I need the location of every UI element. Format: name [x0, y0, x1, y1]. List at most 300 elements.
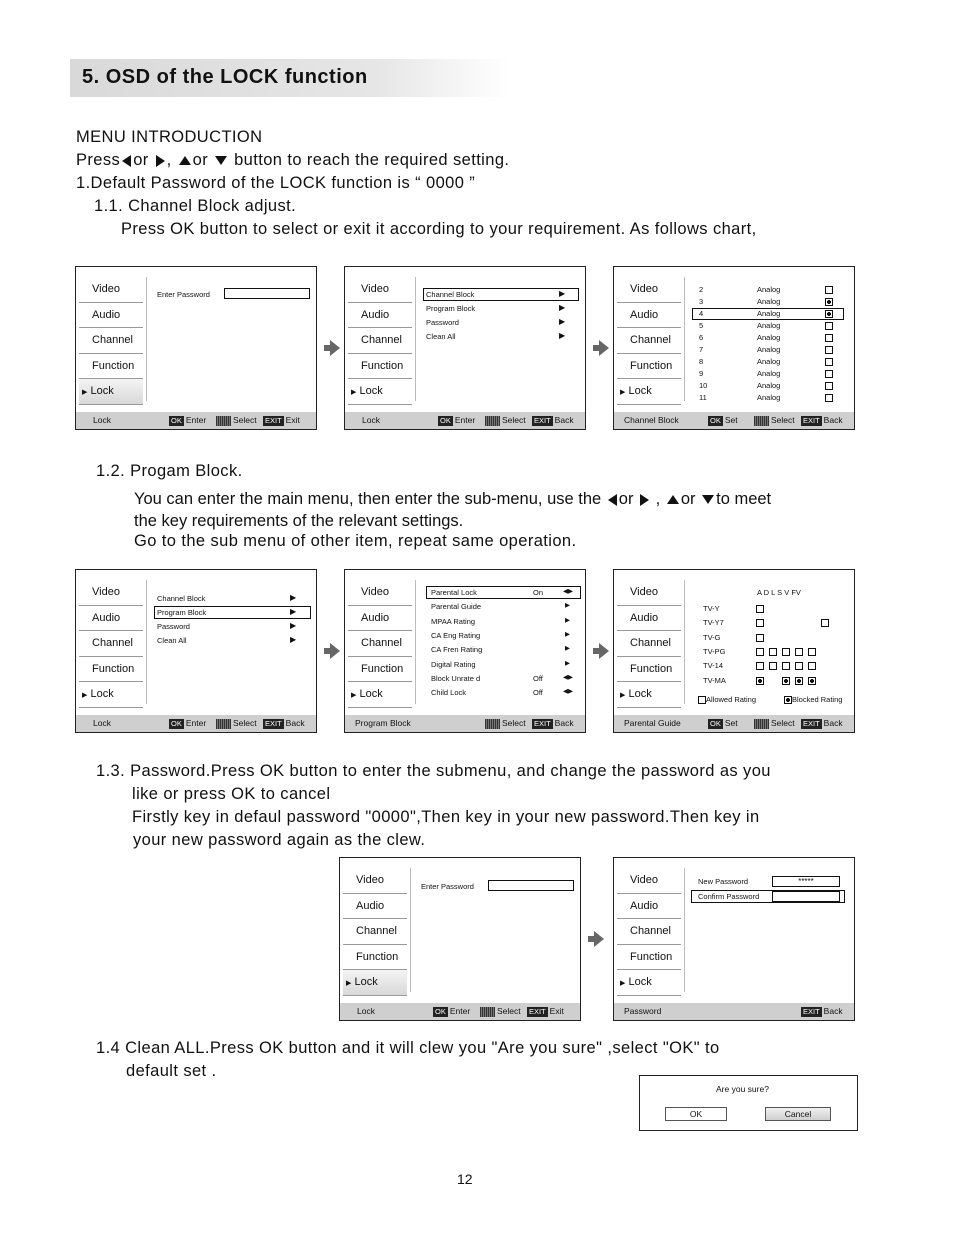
menu-item-channel[interactable]: Channel: [348, 328, 412, 354]
menu-item-video[interactable]: Video: [79, 277, 143, 303]
menu-item-lock[interactable]: [79, 682, 143, 708]
channel-type: Analog: [757, 345, 781, 354]
osd-menu: [617, 580, 681, 708]
osd-menu: [617, 277, 681, 405]
menu-item-lock[interactable]: [617, 682, 681, 708]
checkbox-empty-icon[interactable]: [825, 370, 833, 378]
parental-item-label[interactable]: Child Lock: [431, 688, 467, 698]
flow-arrow-icon: [330, 643, 340, 659]
checkbox-empty-icon[interactable]: [825, 322, 833, 330]
hint-back: Back: [554, 718, 574, 728]
hint-select: Select: [771, 718, 795, 728]
menu-item-audio[interactable]: Audio: [617, 894, 681, 920]
back-hint: [801, 1003, 843, 1020]
play-icon: ▶: [351, 692, 357, 700]
menu-item-video[interactable]: Video: [348, 277, 412, 303]
allowed-label: Allowed Rating: [706, 695, 757, 704]
channel-number: 6: [699, 333, 704, 342]
ch-vol-key-icon: [216, 416, 231, 426]
divider: [684, 580, 685, 704]
osd-footer: [614, 715, 854, 732]
ok-hint: [169, 412, 206, 429]
checkbox-empty-icon: [698, 696, 706, 704]
hint-select: Select: [233, 415, 257, 425]
rating-label: TV-PG: [703, 646, 726, 656]
checkbox-empty-icon[interactable]: [769, 648, 777, 656]
checkbox-empty-icon[interactable]: [825, 382, 833, 390]
osd-footer: [345, 715, 585, 732]
select-hint: [754, 715, 795, 732]
back-hint: [532, 715, 574, 732]
ch-vol-key-icon: [754, 719, 769, 729]
up-arrow-icon: [179, 156, 191, 165]
channel-type: Analog: [757, 309, 781, 318]
s13-line3: Firstly key in defaul password "0000",Then key in your new password.Then key in: [132, 808, 760, 826]
parental-item-label[interactable]: Block Unrate d: [431, 673, 481, 683]
menu-item-audio[interactable]: Audio: [79, 303, 143, 329]
lock-label: Lock: [628, 688, 652, 701]
menu-item-lock[interactable]: [348, 682, 412, 708]
right-arrow-icon: [640, 494, 649, 506]
osd-channel-block: [613, 266, 855, 430]
menu-item-video[interactable]: Video: [617, 868, 681, 894]
back-hint: [532, 412, 574, 429]
default-password-text: 1.Default Password of the LOCK function is “ 0000 ”: [76, 174, 476, 192]
osd-menu: [348, 580, 412, 708]
osd-footer: [76, 715, 316, 732]
menu-item-video[interactable]: Video: [617, 277, 681, 303]
checkbox-empty-icon[interactable]: [782, 648, 790, 656]
osd-parental-guide: [613, 569, 855, 733]
s14-line2: default set .: [126, 1062, 217, 1080]
osd-lock-submenu: [344, 266, 586, 430]
divider: [684, 868, 685, 992]
menu-item-audio[interactable]: Audio: [617, 303, 681, 329]
confirm-password-input[interactable]: [772, 891, 840, 902]
osd-footer: [340, 1003, 580, 1020]
menu-item-audio[interactable]: Audio: [79, 606, 143, 632]
menu-item-function[interactable]: Function: [79, 657, 143, 683]
rating-label: TV-14: [703, 661, 724, 671]
osd-menu: [617, 868, 681, 996]
channel-type: Analog: [757, 333, 781, 342]
enter-arrow-icon: ▶: [290, 607, 297, 616]
flow-arrow-icon: [594, 931, 604, 947]
menu-item-channel[interactable]: Channel: [617, 328, 681, 354]
s12-line1: [134, 490, 771, 509]
divider: [146, 580, 147, 704]
menu-item-lock[interactable]: [343, 970, 407, 996]
osd-enter-password-2: [339, 857, 581, 1021]
channel-number: 11: [699, 393, 707, 402]
enter-arrow-icon: ▶: [565, 602, 570, 610]
menu-item-function[interactable]: Function: [343, 945, 407, 971]
hint-set: Set: [724, 415, 738, 425]
flow-arrow-icon: [599, 340, 609, 356]
up-arrow-icon: [667, 495, 679, 504]
new-password-label: New Password: [698, 877, 749, 886]
hint-select: Select: [233, 718, 257, 728]
s11-text: Press OK button to select or exit it according to your requirement. As follows chart,: [121, 220, 757, 238]
sub-item-clean-all[interactable]: Clean All: [157, 636, 187, 645]
s12-line1-d: or: [680, 490, 696, 508]
dialog-message: Are you sure?: [716, 1084, 769, 1094]
osd-lock-submenu-2: [75, 569, 317, 733]
s12-line2: the key requirements of the relevant settings.: [134, 512, 464, 530]
exit-hint: [263, 412, 300, 429]
osd-footer: [76, 412, 316, 429]
hint-select: Select: [771, 415, 795, 425]
ok-hint: [433, 1003, 470, 1020]
checkbox-empty-icon[interactable]: [825, 286, 833, 294]
menu-item-channel[interactable]: Channel: [617, 631, 681, 657]
channel-number: 5: [699, 321, 704, 330]
ok-key-icon: OK: [710, 718, 721, 728]
press-line: [76, 151, 509, 170]
hint-select: Select: [497, 1006, 521, 1016]
footer-title: Parental Guide: [624, 718, 681, 728]
menu-item-audio[interactable]: Audio: [348, 303, 412, 329]
footer-title: Lock: [93, 718, 111, 728]
channel-number: 8: [699, 357, 704, 366]
hint-enter: Enter: [449, 1006, 471, 1016]
press-word: Press: [76, 151, 121, 169]
ok-hint: [438, 412, 475, 429]
s14-line1: 1.4 Clean ALL.Press OK button and it will clew you "Are you sure" ,select "OK" to: [96, 1039, 720, 1057]
checkbox-empty-icon[interactable]: [769, 662, 777, 670]
menu-item-function[interactable]: Function: [79, 354, 143, 380]
select-hint: [754, 412, 795, 429]
menu-item-video[interactable]: Video: [343, 868, 407, 894]
hint-enter: Enter: [185, 718, 207, 728]
lock-label: Lock: [354, 976, 378, 989]
footer-title: Program Block: [355, 718, 411, 728]
lock-label: Lock: [90, 688, 114, 701]
checkbox-empty-icon[interactable]: [756, 605, 764, 613]
checkbox-checked-icon[interactable]: [808, 677, 816, 685]
play-icon: ▶: [620, 980, 626, 988]
hint-back: Back: [823, 718, 843, 728]
checkbox-empty-icon[interactable]: [825, 346, 833, 354]
back-hint: [263, 715, 305, 732]
exit-key-icon: EXIT: [265, 415, 282, 425]
ok-button[interactable]: OK: [665, 1107, 727, 1121]
hint-exit: Exit: [285, 415, 300, 425]
ch-vol-key-icon: [216, 719, 231, 729]
flow-arrow-icon: [330, 340, 340, 356]
menu-item-function[interactable]: Function: [617, 945, 681, 971]
menu-item-audio[interactable]: Audio: [343, 894, 407, 920]
menu-item-video[interactable]: Video: [348, 580, 412, 606]
hint-select: Select: [502, 415, 526, 425]
sub-item-program-block[interactable]: Program Block: [157, 608, 207, 617]
press-tail: button to reach the required setting.: [234, 151, 510, 169]
channel-number: 7: [699, 345, 704, 354]
channel-number: 10: [699, 381, 708, 390]
sub-item-channel-block[interactable]: Channel Block: [157, 594, 206, 603]
menu-item-video[interactable]: Video: [79, 580, 143, 606]
blocked-legend: [784, 695, 842, 704]
checkbox-empty-icon[interactable]: [782, 662, 790, 670]
menu-item-audio[interactable]: Audio: [348, 606, 412, 632]
enter-arrow-icon: ▶: [290, 593, 297, 602]
checkbox-empty-icon[interactable]: [808, 648, 816, 656]
lock-label: Lock: [90, 385, 114, 398]
rating-label: TV-G: [703, 632, 721, 642]
enter-arrow-icon: ▶: [559, 289, 566, 298]
flow-arrow-icon: [599, 643, 609, 659]
checkbox-checked-icon[interactable]: [756, 677, 764, 685]
channel-number: 9: [699, 369, 704, 378]
guide-header: A D L S V FV: [757, 588, 801, 597]
footer-title: Channel Block: [624, 415, 679, 425]
left-arrow-icon: [122, 155, 131, 167]
exit-key-icon: EXIT: [803, 415, 820, 425]
checkbox-empty-icon[interactable]: [825, 394, 833, 402]
hint-back: Back: [823, 415, 843, 425]
menu-item-channel[interactable]: Channel: [79, 631, 143, 657]
checkbox-empty-icon[interactable]: [756, 662, 764, 670]
checkbox-empty-icon[interactable]: [821, 619, 829, 627]
channel-number: 2: [699, 285, 704, 294]
hint-exit: Exit: [549, 1006, 564, 1016]
hint-back: Back: [285, 718, 305, 728]
menu-item-channel[interactable]: Channel: [348, 631, 412, 657]
checkbox-empty-icon[interactable]: [756, 634, 764, 642]
password-input[interactable]: [224, 288, 310, 299]
left-right-arrow-icon: ◀▶: [563, 688, 573, 696]
checkbox-checked-icon[interactable]: [825, 298, 833, 306]
left-arrow-icon: [608, 494, 617, 506]
hint-set: Set: [724, 718, 738, 728]
ch-vol-key-icon: [485, 416, 500, 426]
select-hint: [216, 412, 257, 429]
s12-line1-e: to meet: [716, 490, 772, 508]
enter-password-label: Enter Password: [157, 290, 210, 299]
exit-key-icon: EXIT: [534, 718, 551, 728]
menu-item-lock[interactable]: [79, 379, 143, 405]
rating-label: TV-Y: [703, 604, 720, 613]
menu-item-channel[interactable]: Channel: [79, 328, 143, 354]
hint-enter: Enter: [185, 415, 207, 425]
menu-item-function[interactable]: Function: [348, 657, 412, 683]
lock-label: Lock: [359, 385, 383, 398]
footer-title: Lock: [362, 415, 380, 425]
sub-item-password[interactable]: Password: [426, 318, 459, 327]
play-icon: ▶: [620, 389, 626, 397]
rating-label: TV-Y7: [703, 618, 724, 628]
sub-item-channel-block[interactable]: Channel Block: [426, 290, 475, 299]
select-hint: [485, 715, 526, 732]
select-hint: [480, 1003, 521, 1020]
ch-vol-key-icon: [480, 1007, 495, 1017]
divider: [146, 277, 147, 401]
s12-line1-b: or: [618, 490, 634, 508]
exit-hint: [527, 1003, 564, 1020]
play-icon: ▶: [346, 980, 352, 988]
osd-menu: [79, 277, 143, 405]
osd-menu: [79, 580, 143, 708]
left-right-arrow-icon: ◀▶: [563, 588, 573, 595]
channel-type: Analog: [757, 369, 781, 378]
osd-menu: [343, 868, 407, 996]
osd-program-block: [344, 569, 586, 733]
exit-key-icon: EXIT: [803, 718, 820, 728]
s13-line1: 1.3. Password.Press OK button to enter the submenu, and change the password as you: [96, 762, 771, 780]
menu-item-function[interactable]: Function: [617, 657, 681, 683]
hint-select: Select: [502, 718, 526, 728]
allowed-legend: [698, 695, 756, 704]
password-input[interactable]: [488, 880, 574, 891]
divider: [684, 277, 685, 401]
menu-item-channel[interactable]: Channel: [617, 919, 681, 945]
checkbox-checked-icon[interactable]: [795, 677, 803, 685]
menu-item-audio[interactable]: Audio: [617, 606, 681, 632]
channel-type: Analog: [757, 297, 781, 306]
s12-line1-c: ,: [655, 490, 661, 508]
s13-line2: like or press OK to cancel: [132, 785, 331, 803]
parental-item-label[interactable]: CA Eng Rating: [431, 630, 481, 640]
osd-footer: [614, 412, 854, 429]
rating-label: TV-MA: [703, 675, 726, 685]
s11-title: 1.1. Channel Block adjust.: [94, 197, 297, 215]
menu-item-channel[interactable]: Channel: [343, 919, 407, 945]
enter-arrow-icon: ▶: [290, 621, 297, 630]
left-right-arrow-icon: ◀▶: [563, 673, 573, 681]
sub-item-password[interactable]: Password: [157, 622, 190, 631]
divider: [415, 580, 416, 704]
checkbox-empty-icon[interactable]: [808, 662, 816, 670]
section-title: 5. OSD of the LOCK function: [82, 66, 368, 88]
enter-arrow-icon: ▶: [565, 616, 570, 624]
enter-password-label: Enter Password: [421, 882, 474, 891]
ok-key-icon: OK: [440, 415, 451, 425]
cancel-button[interactable]: Cancel: [765, 1107, 831, 1121]
lock-label: Lock: [359, 688, 383, 701]
footer-title: Lock: [357, 1006, 375, 1016]
lock-label: Lock: [628, 385, 652, 398]
channel-type: Analog: [757, 393, 781, 402]
channel-type: Analog: [757, 357, 781, 366]
parental-item-value: On: [533, 588, 544, 597]
s12-title: 1.2. Progam Block.: [96, 462, 243, 480]
s12-line1-a: You can enter the main menu, then enter the sub-menu, use the: [134, 490, 602, 508]
osd-footer: [614, 1003, 854, 1020]
confirm-dialog: [639, 1075, 858, 1131]
exit-key-icon: EXIT: [803, 1006, 820, 1016]
ok-key-icon: OK: [171, 415, 182, 425]
down-arrow-icon: [215, 156, 227, 165]
menu-item-lock[interactable]: [617, 379, 681, 405]
menu-intro: MENU INTRODUCTION: [76, 128, 263, 146]
play-icon: ▶: [82, 692, 88, 700]
ok-key-icon: OK: [171, 718, 182, 728]
checkbox-empty-icon[interactable]: [825, 334, 833, 342]
or-word: or: [133, 151, 149, 169]
channel-type: Analog: [757, 381, 781, 390]
confirm-password-label: Confirm Password: [698, 892, 760, 901]
divider: [415, 277, 416, 401]
ok-hint: [708, 715, 738, 732]
enter-arrow-icon: ▶: [559, 303, 566, 312]
checkbox-empty-icon[interactable]: [825, 358, 833, 366]
channel-number: 3: [699, 297, 704, 306]
right-arrow-icon: [156, 155, 165, 167]
osd-menu: [348, 277, 412, 405]
divider: [410, 868, 411, 992]
checkbox-empty-icon[interactable]: [795, 648, 803, 656]
hint-back: Back: [823, 1006, 843, 1016]
channel-type: Analog: [757, 285, 781, 294]
sub-item-program-block[interactable]: Program Block: [426, 304, 476, 313]
parental-item-value: Off: [533, 688, 543, 698]
checkbox-checked-icon[interactable]: [825, 310, 833, 318]
ok-hint: [169, 715, 206, 732]
menu-item-video[interactable]: Video: [617, 580, 681, 606]
parental-item-label[interactable]: Digital Rating: [431, 659, 476, 669]
s13-line4: your new password again as the clew.: [133, 831, 426, 849]
ok-hint: [708, 412, 738, 429]
play-icon: ▶: [82, 389, 88, 397]
checkbox-empty-icon[interactable]: [756, 648, 764, 656]
footer-title: Password: [624, 1006, 662, 1016]
osd-new-password: [613, 857, 855, 1021]
enter-arrow-icon: ▶: [565, 645, 570, 653]
parental-item-label[interactable]: Parental Lock: [431, 588, 477, 597]
exit-key-icon: EXIT: [265, 718, 282, 728]
checkbox-empty-icon[interactable]: [795, 662, 803, 670]
parental-item-label[interactable]: MPAA Rating: [431, 616, 476, 626]
parental-item-value: Off: [533, 673, 543, 683]
osd-footer: [345, 412, 585, 429]
down-arrow-icon: [702, 495, 714, 504]
enter-arrow-icon: ▶: [559, 331, 566, 340]
menu-item-lock[interactable]: [617, 970, 681, 996]
lock-label: Lock: [628, 976, 652, 989]
page-number: 12: [457, 1171, 473, 1187]
ch-vol-key-icon: [754, 416, 769, 426]
new-password-input[interactable]: *****: [772, 876, 840, 887]
back-hint: [801, 715, 843, 732]
exit-key-icon: EXIT: [529, 1006, 546, 1016]
parental-item-label[interactable]: CA Fren Rating: [431, 645, 483, 655]
exit-key-icon: EXIT: [534, 415, 551, 425]
sub-item-clean-all[interactable]: Clean All: [426, 332, 456, 341]
comma: ,: [166, 151, 172, 169]
or-word-2: or: [192, 151, 209, 169]
parental-item-label[interactable]: Parental Guide: [431, 602, 482, 612]
s12-line3: Go to the sub menu of other item, repeat same operation.: [134, 532, 577, 550]
enter-arrow-icon: ▶: [290, 635, 297, 644]
play-icon: ▶: [620, 692, 626, 700]
menu-item-function[interactable]: Function: [348, 354, 412, 380]
footer-title: Lock: [93, 415, 111, 425]
menu-item-lock[interactable]: [348, 379, 412, 405]
blocked-label: Blocked Rating: [792, 695, 843, 704]
menu-item-function[interactable]: Function: [617, 354, 681, 380]
ch-vol-key-icon: [485, 719, 500, 729]
enter-arrow-icon: ▶: [565, 630, 570, 638]
back-hint: [801, 412, 843, 429]
channel-number: 4: [699, 309, 704, 318]
enter-arrow-icon: ▶: [559, 317, 566, 326]
enter-arrow-icon: ▶: [565, 659, 570, 667]
checkbox-empty-icon[interactable]: [756, 619, 764, 627]
checkbox-checked-icon[interactable]: [782, 677, 790, 685]
play-icon: ▶: [351, 389, 357, 397]
ok-key-icon: OK: [435, 1006, 446, 1016]
osd-enter-password-1: [75, 266, 317, 430]
